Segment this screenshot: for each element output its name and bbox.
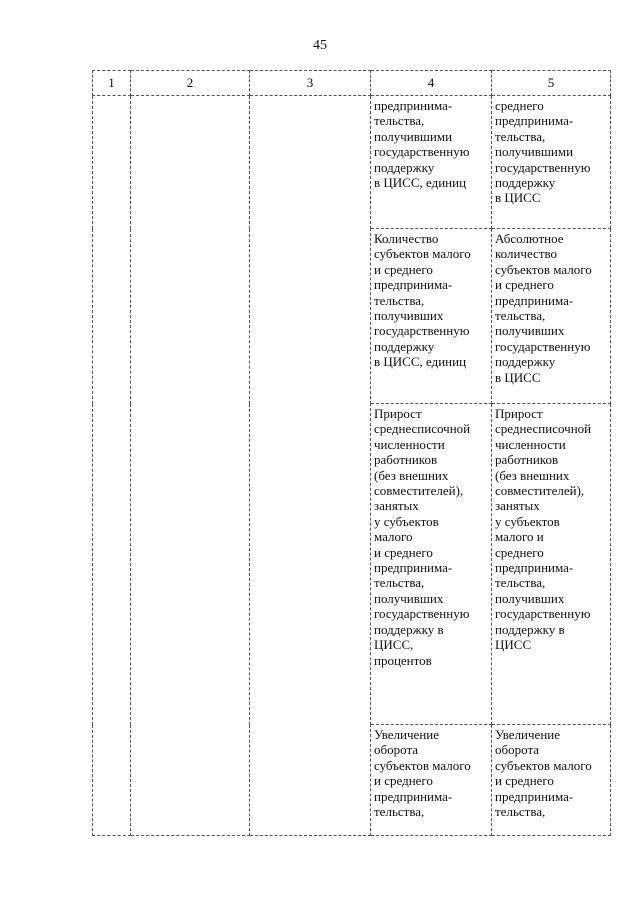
cell-col1 — [93, 96, 131, 836]
page-number: 45 — [313, 38, 327, 53]
table-header-row — [93, 71, 611, 96]
cell-col4 — [371, 96, 492, 229]
cell-text: предпринима- тельства, получившими государственную поддержку в ЦИСС, единиц — [374, 98, 470, 191]
cell-col3 — [250, 96, 371, 836]
header-cell-1: 1 — [93, 71, 131, 96]
cell-col2 — [131, 96, 250, 836]
cell-col5 — [492, 96, 611, 229]
cell-col5 — [492, 404, 611, 725]
cell-text: среднего предпринима- тельства, получившими государственную поддержку в ЦИСС — [495, 98, 591, 206]
header-cell-2: 2 — [131, 71, 250, 96]
header-cell-4: 4 — [371, 71, 492, 96]
table-row — [93, 96, 611, 229]
cell-col5 — [492, 725, 611, 836]
cell-col4 — [371, 725, 492, 836]
cell-text: Прирост среднесписочной численности работников (без внешних совместителей), занятых у субъектов малого и среднего предпринима- тельства, получивших государственную поддержку в ЦИСС, процентов — [374, 406, 471, 668]
cell-col5 — [492, 229, 611, 404]
cell-col4 — [371, 229, 492, 404]
cell-text: Увеличение оборота субъектов малого и среднего предпринима- тельства, — [374, 727, 471, 820]
cell-col4 — [371, 404, 492, 725]
cell-text: Абсолютное количество субъектов малого и среднего предпринима- тельства, получивших государственную поддержку в ЦИСС — [495, 231, 592, 385]
header-cell-5: 5 — [492, 71, 611, 96]
data-table — [92, 70, 611, 836]
cell-text: Количество субъектов малого и среднего предпринима- тельства, получивших государственную поддержку в ЦИСС, единиц — [374, 231, 471, 370]
cell-text: Прирост среднесписочной численности работников (без внешних совместителей), занятых у субъектов малого и среднего предпринима- тельства, получивших государственную поддержку в ЦИСС — [495, 406, 592, 653]
header-cell-3: 3 — [250, 71, 371, 96]
cell-text: Увеличение оборота субъектов малого и среднего предпринима- тельства, — [495, 727, 592, 820]
